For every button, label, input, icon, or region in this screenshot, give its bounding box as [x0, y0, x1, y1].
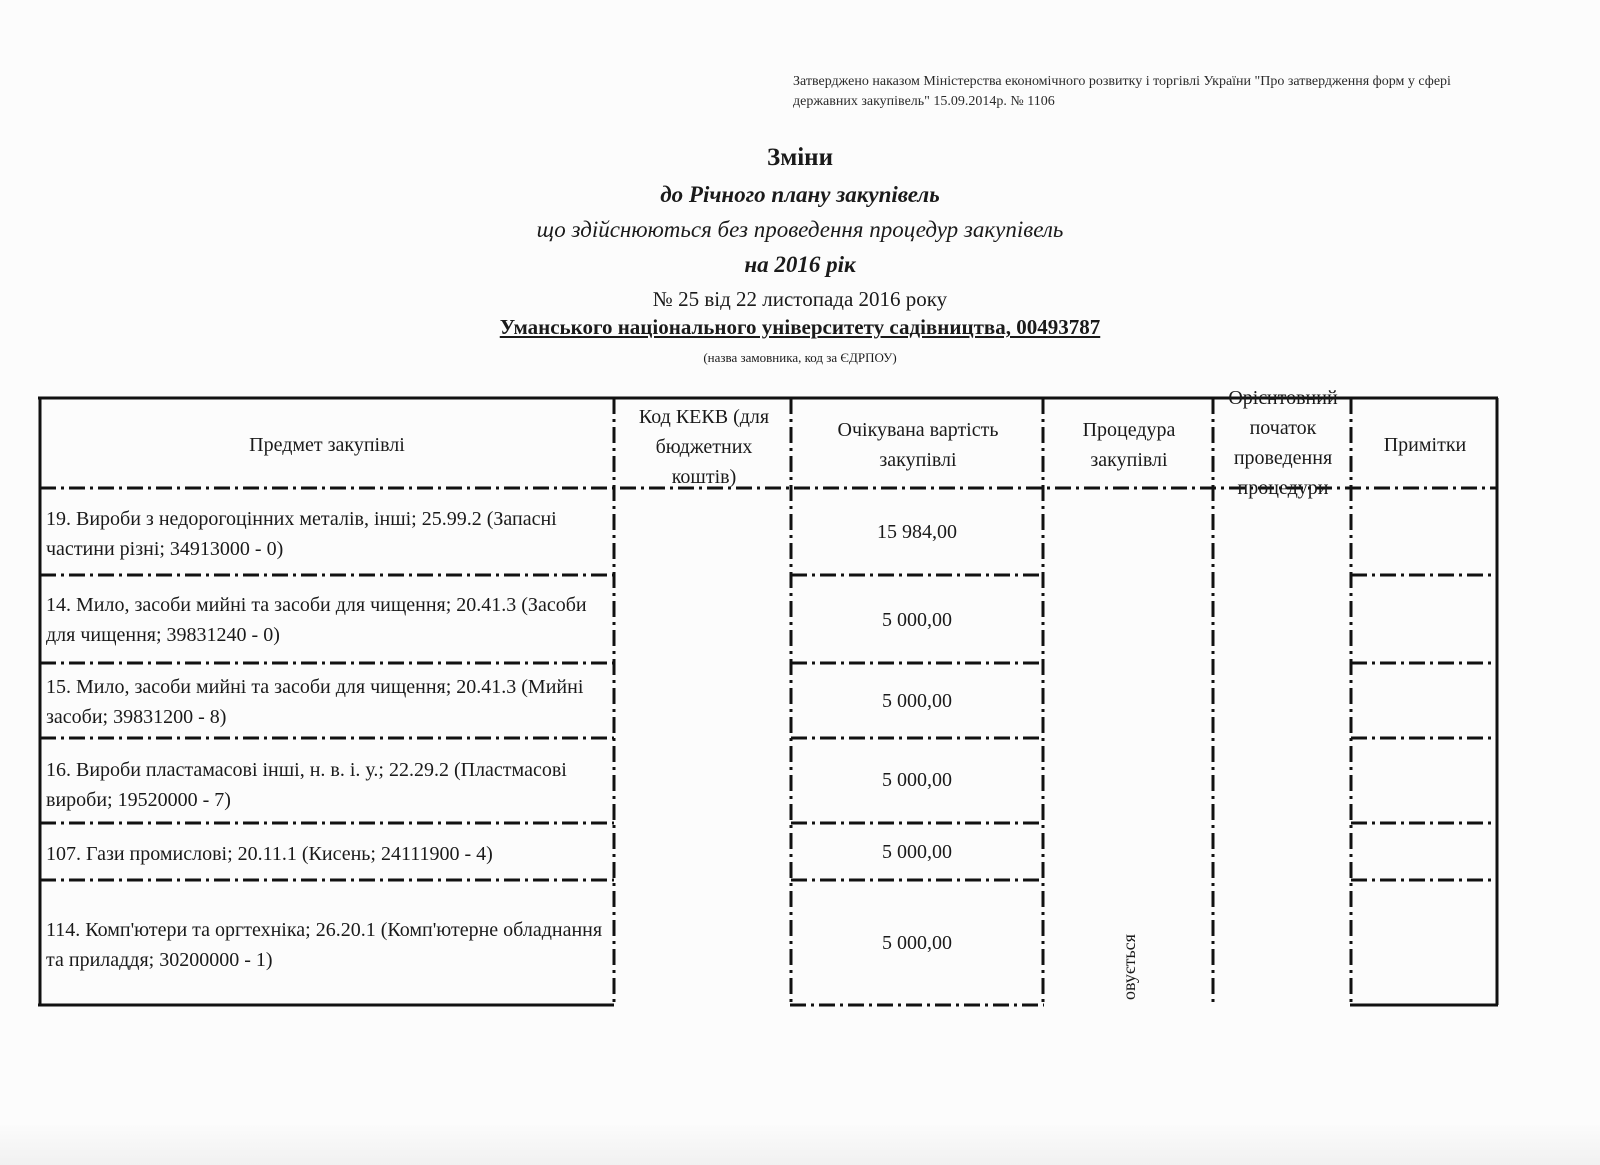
header-procedure: Процедура закупівлі: [1082, 419, 1176, 471]
page-title: Зміни: [767, 144, 833, 171]
row-3-subject: 15. Мило, засоби мийні та засоби для чищення; 20.41.3 (Мийні засоби; 39831200 - 8): [46, 676, 584, 728]
header-notes: Примітки: [1383, 434, 1467, 456]
row-4-cost: 5 000,00: [882, 769, 952, 791]
row-1-subject: 19. Вироби з недорогоцінних металів, інші; 25.99.2 (Запасні частини різні; 34913000 - 0): [46, 508, 557, 560]
header-start-clip: [1217, 387, 1349, 499]
header-kekv: Код КЕКВ (для бюджетних коштів): [638, 406, 770, 488]
row-6-subject: 114. Комп'ютери та оргтехніка; 26.20.1 (Комп'ютерне обладнання та приладдя; 30200000 - 1): [46, 919, 603, 971]
customer-name: Уманського національного університету садівництва, 00493787: [499, 315, 1101, 339]
row-5-subject: 107. Гази промислові; 20.11.1 (Кисень; 24111900 - 4): [46, 843, 493, 865]
subtitle-plan: до Річного плану закупівель: [660, 182, 940, 207]
row-2-subject: 14. Мило, засоби мийні та засоби для чищення; 20.41.3 (Засоби для чищення; 39831240 - 0): [46, 594, 587, 646]
subtitle-description: що здійснюються без проведення процедур закупівель: [536, 217, 1064, 242]
document-number: № 25 від 22 листопада 2016 року: [652, 287, 948, 311]
header-cost: Очікувана вартість закупівлі: [837, 419, 999, 471]
row-3-cost: 5 000,00: [882, 690, 952, 712]
header-start: Орієнтовний початок проведення процедури: [1228, 387, 1338, 499]
row-6-cost: 5 000,00: [882, 932, 952, 954]
procedure-fragment: овується: [1119, 934, 1139, 1000]
subtitle-year: на 2016 рік: [744, 252, 856, 277]
row-2-cost: 5 000,00: [882, 609, 952, 631]
row-5-cost: 5 000,00: [882, 841, 952, 863]
customer-caption: (назва замовника, код за ЄДРПОУ): [703, 350, 897, 365]
row-4-subject: 16. Вироби пластамасові інші, н. в. і. у.; 22.29.2 (Пластмасові вироби; 19520000 - 7): [46, 759, 567, 811]
header-subject: Предмет закупівлі: [249, 434, 405, 456]
row-1-cost: 15 984,00: [877, 521, 957, 543]
approval-note: Затверджено наказом Міністерства економічного розвитку і торгівлі України "Про затвердження форм у сфері державних закупівель" 15.09.2014р. № 1106: [793, 74, 1451, 109]
